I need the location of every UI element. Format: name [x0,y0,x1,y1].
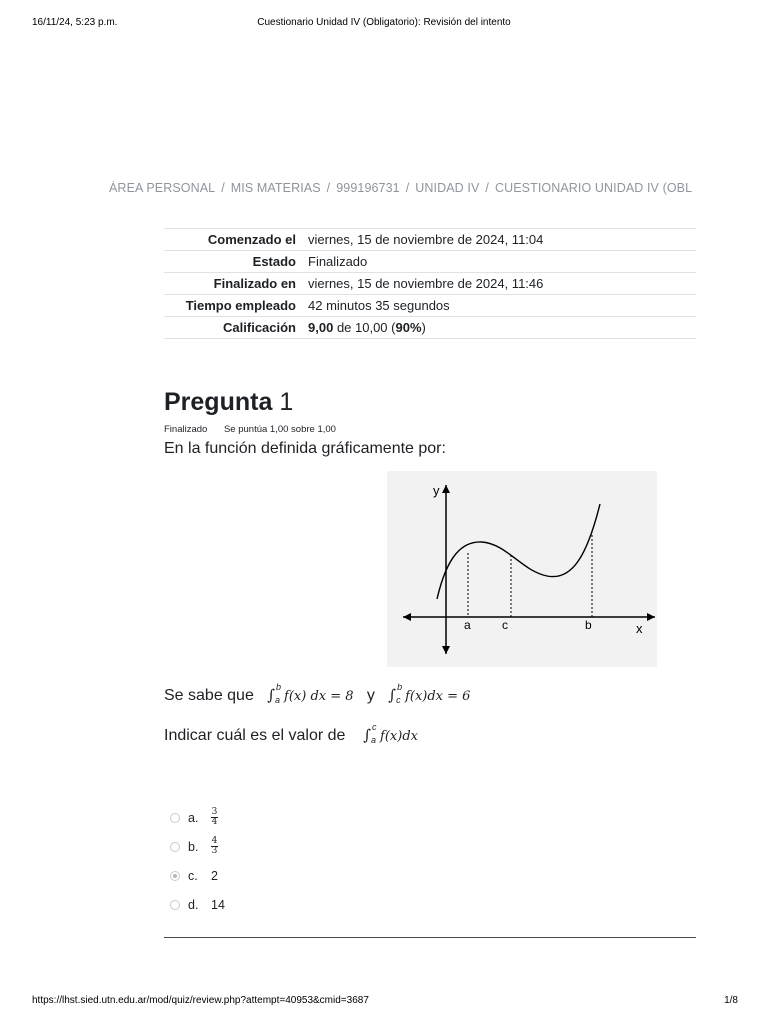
breadcrumb-item-unit[interactable]: UNIDAD IV [415,181,480,195]
question-title-word: Pregunta [164,388,273,416]
x-axis-label: x [636,621,643,636]
grade-percent: 90% [395,320,422,335]
answer-letter: d. [188,897,199,912]
function-curve [437,504,600,599]
summary-row-state [164,251,696,273]
breadcrumb-separator: / [405,181,410,195]
answer-radio[interactable] [170,842,180,852]
question-info [164,424,336,435]
print-url: https://lhst.sied.utn.edu.ar/mod/quiz/review.php?attempt=40953&cmid=3687 [32,995,369,1006]
summary-row-started [164,229,696,251]
function-graph-svg [387,471,657,667]
integral1-lower: a [275,694,281,705]
ask-prefix: Indicar cuál es el valor de [164,727,346,744]
print-datetime: 16/11/24, 5:23 p.m. [32,17,118,28]
fraction-denominator: 4 [211,817,218,827]
point-label-c: c [502,618,508,632]
integral2-lower: c [396,694,401,705]
answer-options [170,803,225,919]
answer-radio-selected[interactable] [170,871,180,881]
ask-integral-body: f(x)dx [380,729,418,744]
x-axis-arrow [647,613,655,621]
summary-grade-value [302,317,696,339]
grade-of: de 10,00 ( [336,320,396,335]
y-axis-arrow-down [442,646,450,654]
answer-radio[interactable] [170,900,180,910]
answer-option-a[interactable] [170,803,225,832]
y-axis-arrow [442,485,450,493]
breadcrumb [109,181,699,195]
answer-text: 2 [211,868,218,883]
grade-score: 9,00 [308,320,334,335]
point-label-b: b [585,618,592,632]
integral1-upper: b [276,681,282,692]
summary-label: Comenzado el [207,232,296,247]
summary-value: viernes, 15 de noviembre de 2024, 11:46 [308,276,544,291]
print-page-number: 1/8 [724,995,738,1006]
answer-fraction [211,837,218,856]
integral-sign-icon: ∫ [267,686,276,704]
ask-integral-lower: a [371,734,377,745]
x-axis-arrow-left [403,613,411,621]
known-prefix: Se sabe que [164,687,254,704]
summary-label: Calificación [223,320,296,335]
breadcrumb-separator: / [326,181,331,195]
summary-label: Estado [252,254,296,269]
answer-letter: b. [188,839,199,854]
breadcrumb-item-area-personal[interactable]: ÁREA PERSONAL [109,181,216,195]
answer-option-d[interactable] [170,890,225,919]
answer-text: 14 [211,897,225,912]
question-divider [164,937,696,938]
fraction-numerator: 4 [211,836,218,846]
integral-limits [396,681,405,705]
fraction-denominator: 3 [211,846,218,856]
summary-row-time-taken [164,295,696,317]
integral1-body: f(x) dx = 8 [284,689,354,704]
summary-label: Tiempo empleado [185,298,296,313]
question-text: En la función definida gráficamente por: [164,440,446,457]
question-state: Finalizado [164,424,208,435]
breadcrumb-item-course[interactable]: 999196731 [336,181,400,195]
grade-close: ) [421,320,426,335]
integral2-body: f(x)dx = 6 [405,689,471,704]
summary-row-grade [164,317,696,339]
breadcrumb-separator: / [485,181,489,195]
print-page-title: Cuestionario Unidad IV (Obligatorio): Revisión del intento [257,17,511,28]
answer-fraction [211,808,218,827]
breadcrumb-item-mis-materias[interactable]: MIS MATERIAS [230,181,321,195]
ask-integral-line [164,721,418,745]
answer-option-c[interactable] [170,861,225,890]
known-connector: y [366,687,375,704]
fraction-numerator: 3 [211,807,218,817]
breadcrumb-item-quiz[interactable]: CUESTIONARIO UNIDAD IV (OBL [494,181,693,195]
print-header [0,17,768,31]
summary-value: 42 minutos 35 segundos [308,298,450,313]
summary-value: viernes, 15 de noviembre de 2024, 11:04 [308,232,544,247]
answer-option-b[interactable] [170,832,225,861]
question-title [164,388,293,417]
attempt-summary-table [164,228,696,339]
summary-row-finished [164,273,696,295]
y-axis-label: y [433,483,440,498]
point-label-a: a [464,618,471,632]
integral-sign-icon: ∫ [363,726,372,744]
integral-sign-icon: ∫ [388,686,397,704]
summary-value: Finalizado [308,254,368,269]
question-number: 1 [279,388,294,416]
known-integrals-line [164,681,471,705]
question-grade: Se puntúa 1,00 sobre 1,00 [223,424,336,435]
ask-integral-upper: c [372,721,377,732]
function-graph [387,471,657,667]
answer-letter: a. [188,810,199,825]
integral-limits [275,681,284,705]
summary-label: Finalizado en [213,276,296,291]
answer-radio[interactable] [170,813,180,823]
integral2-upper: b [397,681,403,692]
integral-limits [371,721,380,745]
answer-letter: c. [188,868,198,883]
breadcrumb-separator: / [221,181,225,195]
